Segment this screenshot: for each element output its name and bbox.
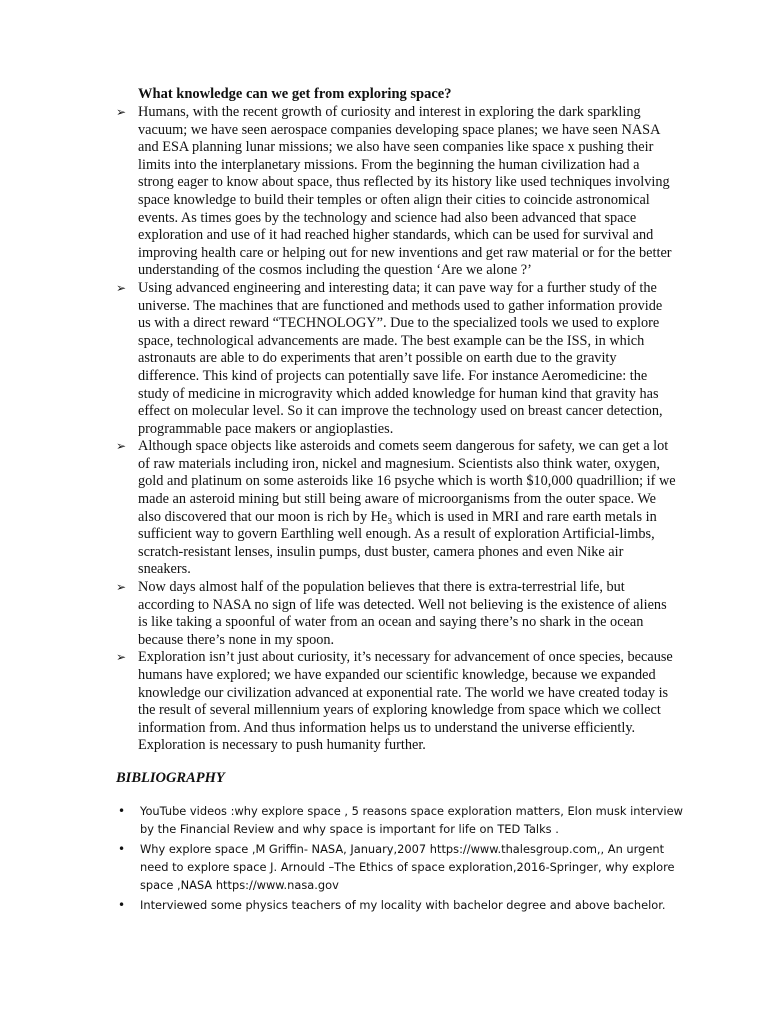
arrow-bullet-icon: ➢ (116, 439, 127, 454)
arrow-bullet-icon: ➢ (116, 105, 127, 119)
paragraph-text: Now days almost half of the population believes that there is extra-terrestrial life, but according to NASA no sign of life was detected. Well not believing is the existence of aliens is like taking a spoonful of water from an ocean and saying there’s no shark in the ocean because there’s none in my spoon. (138, 579, 667, 648)
list-item (116, 649, 676, 755)
dot-bullet-icon: • (118, 804, 126, 818)
arrow-bullet-icon: ➢ (116, 280, 127, 295)
bibliography-item (116, 896, 696, 914)
bibliography-list (116, 802, 696, 916)
list-item (116, 104, 676, 280)
paragraph-text: Exploration isn’t just about curiosity, it’s necessary for advancement of once species, because humans have explored; we have expanded our scientific knowledge, because we expanded knowledge our civilization advanced at exponential rate. The world we have created today is the result of several millennium years of exploring knowledge from space which we collect information from. And thus information helps us to understand the universe efficiently. Exploration is necessary to push humanity further. (138, 649, 673, 754)
paragraph-text: Although space objects like asteroids and comets seem dangerous for safety, we can get a lot of raw materials including iron, nickel and magnesium. Scientists also think water, oxygen, gold and platinum on some asteroids like 16 psyche which is worth $10,000 quadrillion; if we made an asteroid mining but still being aware of microorganisms from the outer space. We also discovered that our moon is rich by He₃ which is used in MRI and rare earth metals in sufficient way to govern Earthling well enough. As a result of exploration Artificial-limbs, scratch-resistant lenses, insulin pumps, dust buster, camera phones and even Nike air sneakers. (138, 438, 676, 578)
arrow-bullet-icon: ➢ (116, 580, 127, 595)
bibliography-text: Why explore space ,M Griffin- NASA, January,2007 https://www.thalesgroup.com,, An urgent need to explore space J. Arnould –The Ethics of space exploration,2016-Springer, why explore space ,NASA https://www.nasa.gov (140, 842, 675, 892)
list-item (116, 280, 676, 438)
essay-list (116, 104, 676, 755)
list-item (116, 438, 676, 579)
bibliography-text: YouTube videos :why explore space , 5 reasons space exploration matters, Elon musk interview by the Financial Review and why space is important for life on TED Talks . (140, 804, 683, 836)
bibliography-text: Interviewed some physics teachers of my locality with bachelor degree and above bachelor. (140, 898, 666, 912)
dot-bullet-icon: • (118, 898, 126, 912)
bibliography-heading: BIBLIOGRAPHY (116, 770, 225, 786)
arrow-bullet-icon: ➢ (116, 650, 127, 665)
page-title: What knowledge can we get from exploring space? (138, 86, 452, 102)
paragraph-text: Humans, with the recent growth of curiosity and interest in exploring the dark sparkling vacuum; we have seen aerospace companies developing space planes; we have seen NASA and ESA planning lunar missions; we also have seen companies like space x pushing their limits into the interplanetary missions. From the beginning the human civilization had a strong eager to know about space, thus reflected by its history like used techniques involving space knowledge to build their temples or often align their cities to coincide astronomical events. As times goes by the technology and science had also been advanced that space exploration and use of it had reached higher standards, which can be used for survival and improving health care or helping out for new inventions and get raw material or for the better understanding of the cosmos including the question ‘Are we alone ?’ (138, 104, 672, 279)
bibliography-item (116, 840, 696, 894)
dot-bullet-icon: • (118, 842, 126, 856)
paragraph-text: Using advanced engineering and interesting data; it can pave way for a further study of the universe. The machines that are functioned and methods used to gather information provide us with a direct reward “TECHNOLOGY”. Due to the specialized tools we used to explore space, technological advancements are made. The best example can be the ISS, in which astronauts are able to do experiments that aren’t possible on earth due to the gravity difference. This kind of projects can potentially save life. For instance Aeromedicine: the study of medicine in microgravity which added knowledge for human kind that gravity has effect on molecular level. So it can improve the technology used on breast cancer detection, programmable pace makers or angioplasties. (138, 279, 663, 437)
bibliography-item (116, 802, 696, 838)
list-item (116, 579, 676, 649)
